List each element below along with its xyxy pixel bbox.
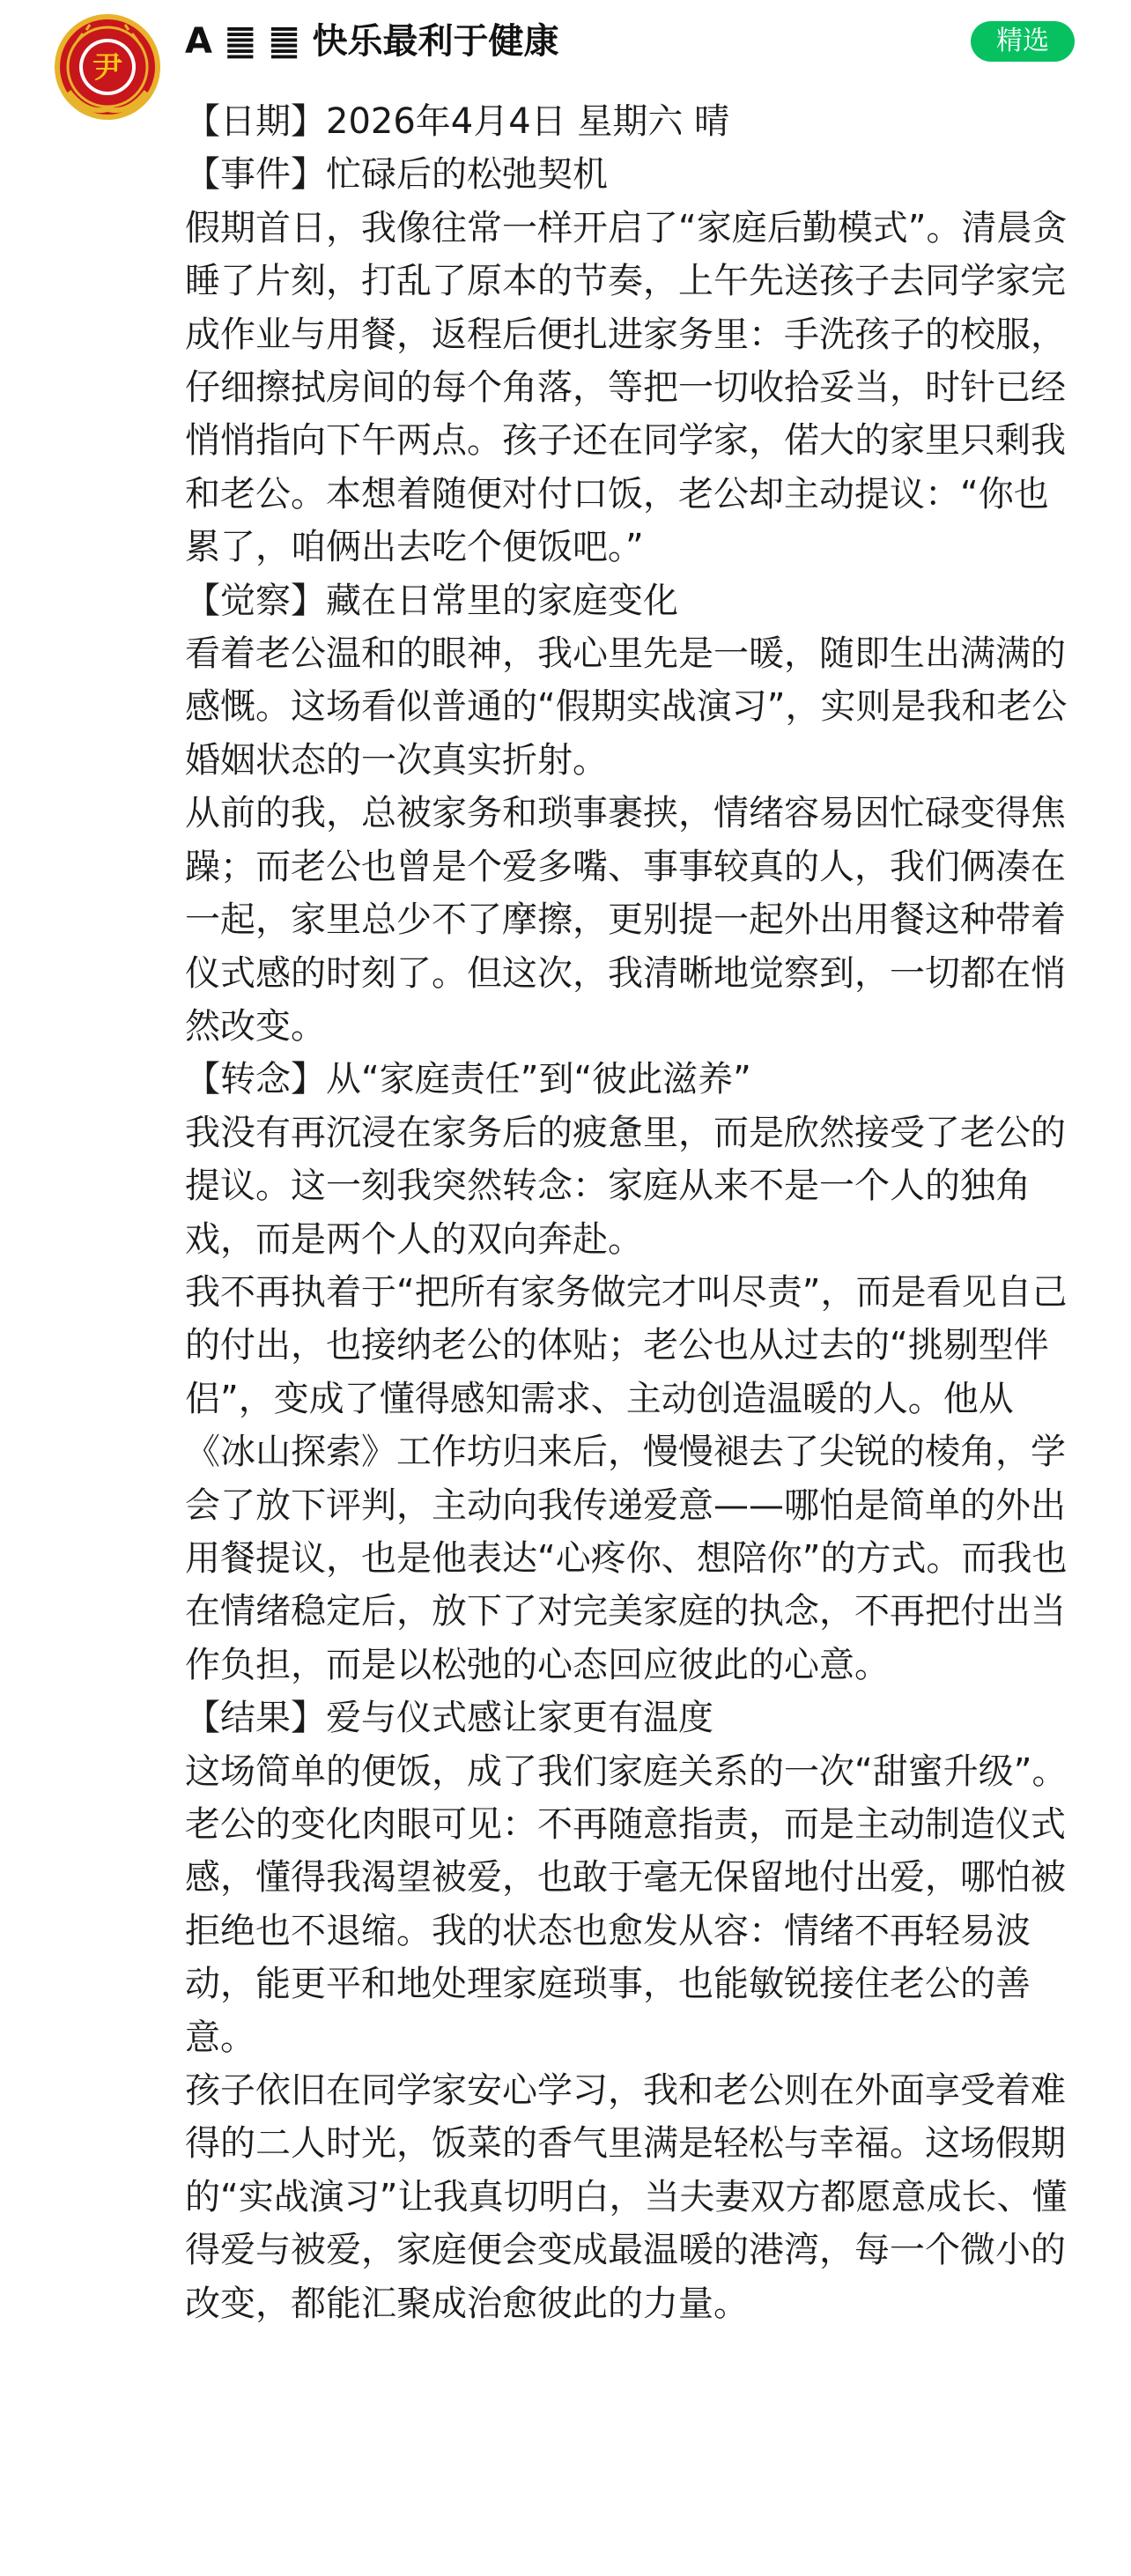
username[interactable]: A ䷀ ䷀ 快乐最利于健康 [185,21,559,62]
user-avatar[interactable] [51,11,164,123]
post-paragraph-date: 【日期】2026年4月4日 星期六 晴 [185,101,730,142]
post-paragraph-result-body-1: 这场简单的便饭，成了我们家庭关系的一次“甜蜜升级”。 [185,1751,1068,1792]
post-paragraph-shift-heading: 【转念】从“家庭责任”到“彼此滋养” [185,1059,751,1100]
post-paragraph-event-body: 假期首日，我像往常一样开启了“家庭后勤模式”。清晨贪睡了片刻，打乱了原本的节奏，上午先送孩子去同学家完成作业与用餐，返程后便扎进家务里：手洗孩子的校服，仔细擦拭房间的每个角落，等把一切收拾妥当，时针已经悄悄指向下午两点。孩子还在同学家，偌大的家里只剩我和老公。本想着随便对付口饭，老公却主动提议：“你也累了，咱俩出去吃个便饭吧。” [185,207,1068,568]
post-paragraph-awareness-heading: 【觉察】藏在日常里的家庭变化 [185,580,678,621]
post-paragraph-result-body-2: 老公的变化肉眼可见：不再随意指责，而是主动制造仪式感，懂得我渴望被爱，也敢于毫无保留地付出爱，哪怕被拒绝也不退缩。我的状态也愈发从容：情绪不再轻易波动，能更平和地处理家庭琐事，也能敏锐接住老公的善意。 [185,1804,1066,2058]
featured-badge: 精选 [971,21,1075,62]
avatar-emblem-char: 尹 [92,50,122,85]
post-paragraph-event-heading: 【事件】忙碌后的松弛契机 [185,154,608,196]
post-paragraph-awareness-body-2: 从前的我，总被家务和琐事裹挟，情绪容易因忙碌变得焦躁；而老公也曾是个爱多嘴、事事较真的人，我们俩凑在一起，家里总少不了摩擦，更别提一起外出用餐这种带着仪式感的时刻了。但这次，我清晰地觉察到，一切都在悄然改变。 [185,793,1066,1047]
post-paragraph-result-body-3: 孩子依旧在同学家安心学习，我和老公则在外面享受着难得的二人时光，饭菜的香气里满是轻松与幸福。这场假期的“实战演习”让我真切明白，当夫妻双方都愿意成长、懂得爱与被爱，家庭便会变成最温暖的港湾，每一个微小的改变，都能汇聚成治愈彼此的力量。 [185,2070,1068,2324]
post-paragraph-result-heading: 【结果】爱与仪式感让家更有温度 [185,1698,713,1739]
post-paragraph-shift-body-2: 我不再执着于“把所有家务做完才叫尽责”，而是看见自己的付出，也接纳老公的体贴；老公也从过去的“挑剔型伴侣”，变成了懂得感知需求、主动创造温暖的人。他从《冰山探索》工作坊归来后，慢慢褪去了尖锐的棱角，学会了放下评判，主动向我传递爱意——哪怕是简单的外出用餐提议，也是他表达“心疼你、想陪你”的方式。而我也在情绪稳定后，放下了对完美家庭的执念，不再把付出当作负担，而是以松弛的心态回应彼此的心意。 [185,1271,1068,1685]
post-content [185,95,1083,2330]
red-emblem-avatar-icon [51,11,164,123]
post-paragraph-shift-body-1: 我没有再沉浸在家务后的疲惫里，而是欣然接受了老公的提议。这一刻我突然转念：家庭从来不是一个人的独角戏，而是两个人的双向奔赴。 [185,1112,1066,1260]
post-paragraph-awareness-body-1: 看着老公温和的眼神，我心里先是一暖，随即生出满满的感慨。这场看似普通的“假期实战演习”，实则是我和老公婚姻状态的一次真实折射。 [185,633,1068,781]
